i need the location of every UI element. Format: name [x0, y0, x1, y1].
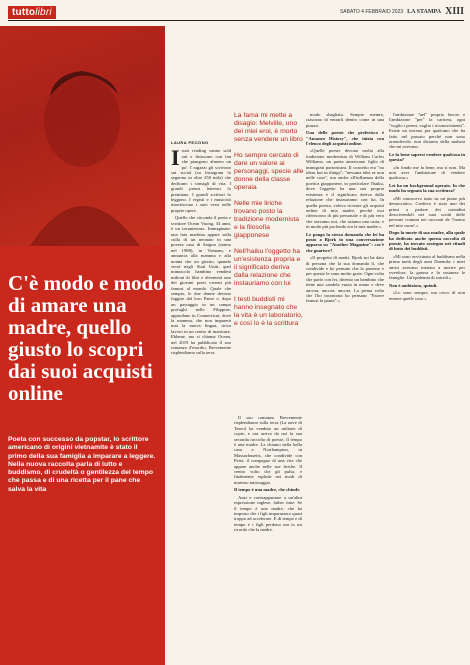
header-rule [8, 20, 464, 21]
col1-paragraph: Quello che circonda il poeta e scrittore Ocean Vuong, 34 anni, è un incantesimo. Immaginate: una fata madrina appare sulla culla di un neonato in una povera casa di Saigon (siamo nel 1988), in Vietnam, e annuncia alla mamma e alla nonna che un giorno, quando verrà negli Stati Uniti, quel minuscolo bambino venderà milioni di libri e diventerà uno dei giovani poeti viventi più famosi al mondo. Quale che sempio, le due donne devono fuggire dal loro Paese e, dopo un passaggio in un campo profughi nelle Filippine, approdano in Connecticut, dove la mamma, che non imparerà mai la nuova lingua, trova lavoro in un centro di manicure. Ebbene, ma si chiama Ocean, nel 2019 ha pubblicato il suo romanzo d'esordio, Brevemente risplendiamo sulla terra. [171, 215, 231, 356]
col4-question: Dopo la morte di sua madre, alla quale ha dedicato anche questa raccolta di poesie, ha trovato sostegno nei rituali di lutto dei buddisti. [389, 230, 465, 252]
col2-paragraph: Il suo romanzo Brevemente risplendiamo sulla terra (La nave di Teseo) ha venduto un milione di copie, e ora arriva da noi la sua seconda raccolta di poesie, Il tempo è una madre. La chiamo nella bella casa a Northampton, in Massachusetts, che condivide con Peter, il compagno di una vita che appare anche nelle sue liriche. Il centro volto che gli pulsa, e finalmente esplode nei modi di maestro tuttosaggio. [234, 415, 302, 485]
section-name: libri [35, 7, 52, 18]
pull-quote: Nell'haiku l'oggetto ha un'esistenza propria e il significato deriva dalla relazione che instauriamo con lui [234, 248, 301, 287]
page-header [0, 0, 470, 26]
col2-paragraph: Anzi e contrappuntare a un'altra espressione inglese, father time. Se il tempo è una madre, che ha imposto che i figli imparassero quasi troppo ad accelerare. E di tempo e di tempo e i figli perdono ma io mi ricordo che la madre. [234, 494, 302, 533]
author-portrait-image [0, 26, 165, 246]
col3-paragraph: «Quelle poesie devono molto alla tradizione modernista di William Carlos Williams, un poeta americano figlio di immigrati portoricani. Il concetto era "no ideas but in things"; "nessuna idea se non nelle cose", ma anche all'influenza della poetica giapponese, in particolare l'haiku, dove l'oggetto ha una sua propria esistenza e il significato deriva dalla relazione che instauriamo con lui. In quella poesia, volevo ricreare gli acquisti online di mia madre, perché essi riferiscono di più personale e di più vero che eravamo noi, che usiamo una carta, e in modo più profondo era la mia madre.» [306, 148, 384, 230]
page-number: XIII [445, 6, 464, 17]
issue-date: SABATO 4 FEBBRAIO 2023 [339, 8, 404, 15]
col2-question: Il tempo è una madre, che chiude. [234, 487, 301, 493]
pull-quote: Ho sempre cercato di dare un valore ai personaggi, specie alle donne della classe operaia [234, 152, 304, 191]
publication-name: LA STAMPA [407, 8, 442, 15]
article-column-1 [171, 140, 231, 660]
portrait-illustration [0, 26, 165, 246]
col4-paragraph: «Lo sono sempre, ma cerco di non temere quelle cose.» [389, 290, 465, 301]
col4-paragraph: «In fondo me fa bene, ma si non. Ma non aver l'ambizione di vendere qualcosa.» [389, 164, 465, 181]
col3-question: Le pongo la stessa domanda che lei ha posto a Bjork in una conversazione apparsa su "Another Magazine": cos'è che guarisce? [306, 231, 384, 253]
dropcap: I [171, 145, 180, 171]
article-column-4 [389, 112, 465, 660]
hero-block [0, 26, 165, 665]
section-brand [8, 6, 56, 19]
hero-summary: Poeta con successo da popstar, lo scrittore americano di origini vietnamite è stato il primo della sua famiglia a imparare a leggere. Nella nuova raccolta parla di lutto e buddismo, di crudeltà o gentilezza del tempo che passa e di una ricetta per il pane che salva la vita [8, 436, 156, 493]
pull-quote: Nelle mie liriche trovano posto la tradizione modernista e la filosofia giapponese [234, 200, 299, 239]
col3-paragraph: modo sbagliato. Sempre mentre, ciascuno di entrarli dentro come in una piazza. [306, 112, 384, 128]
article-column-2 [234, 415, 302, 660]
col1-paragraph: suoi reading vanno sold out e finiscono con fan che piangono almeno un po'. I ragazzi gli scrivono sui social (su Instagram lo seguono in oltre 250 mila) che dedicano i consigli di vita. I grandi premi letterari lo premiano. I grandi scrittori lo leggono. I registi e i musicisti insertiscono i suoi versi nelle proprie opere. [171, 148, 231, 213]
pull-quote: La fama mi mette a disagio: Melville, uno dei miei eroi, è morto senza vendere un libro [234, 112, 303, 143]
col4-paragraph: l'ambizione "nel" proprio lavoro e l'ambizione "per" la carriera, ogni "voglio i premi, voglio i riconoscimenti". Esiste un terreno per qualcuno che ha fatto nel passato perché non sono arrendevole, non diciamo della malizia che mi avevano. [389, 112, 465, 150]
col4-question: Le fa bene sapersi vendere qualcosa in questa? [389, 151, 465, 163]
col4-paragraph: «Mi conoscevo tutto su un piano più democratico. Credevo è stato uno dei primi a parlare dei contadini descrivendoli nei suoi scritti delle persone comuni nei racconti de 'l'uomo nel mio cuore'.» [389, 195, 465, 228]
pull-quote: I testi buddisti mi hanno insegnato che la vita è un laboratorio, e così lo è la scrittura [234, 296, 303, 327]
col3-question: Una delle poesie che preferisco è "Amazon History", che inizia con l'elenco degli acquisti online. [306, 130, 384, 147]
col4-question: Lei ha un background operaio. In che modo ha segnato la sua scrittura? [389, 182, 465, 194]
byline: LAURA PEZZINO [171, 140, 209, 145]
article-column-3 [306, 112, 384, 660]
pull-quotes [234, 112, 304, 336]
section-prefix: tutto [12, 7, 36, 18]
hero-headline: C'è modo e modo di amare una madre, quello giusto lo scopri dai suoi acquisti online [8, 271, 164, 405]
col4-question: Non è ambizioso, quindi. [389, 282, 438, 288]
col4-paragraph: «Mi sono avvicinato al buddismo nella prima metà degli anni Duemila: i miei amici avevano iniziato a morire per overdose, la guerra e la sostanza le famiglie. Un'epidemia di suicidi.» [389, 253, 465, 281]
header-meta [340, 6, 464, 17]
col3-paragraph: «Il progetto di madri. Bjork mi ha dato di persona che la sua domanda lì, che condivide e ho pensato che la ponesse e per questo le sono molto grato. Ogni volta che parlo con lei, divento un bambino che tiene una candela vuota in mano e deve ancora, ancora, ancora. La prima volta che l'ho incontrata ho pensato: "Essere famosi fa paura".» [306, 255, 384, 304]
